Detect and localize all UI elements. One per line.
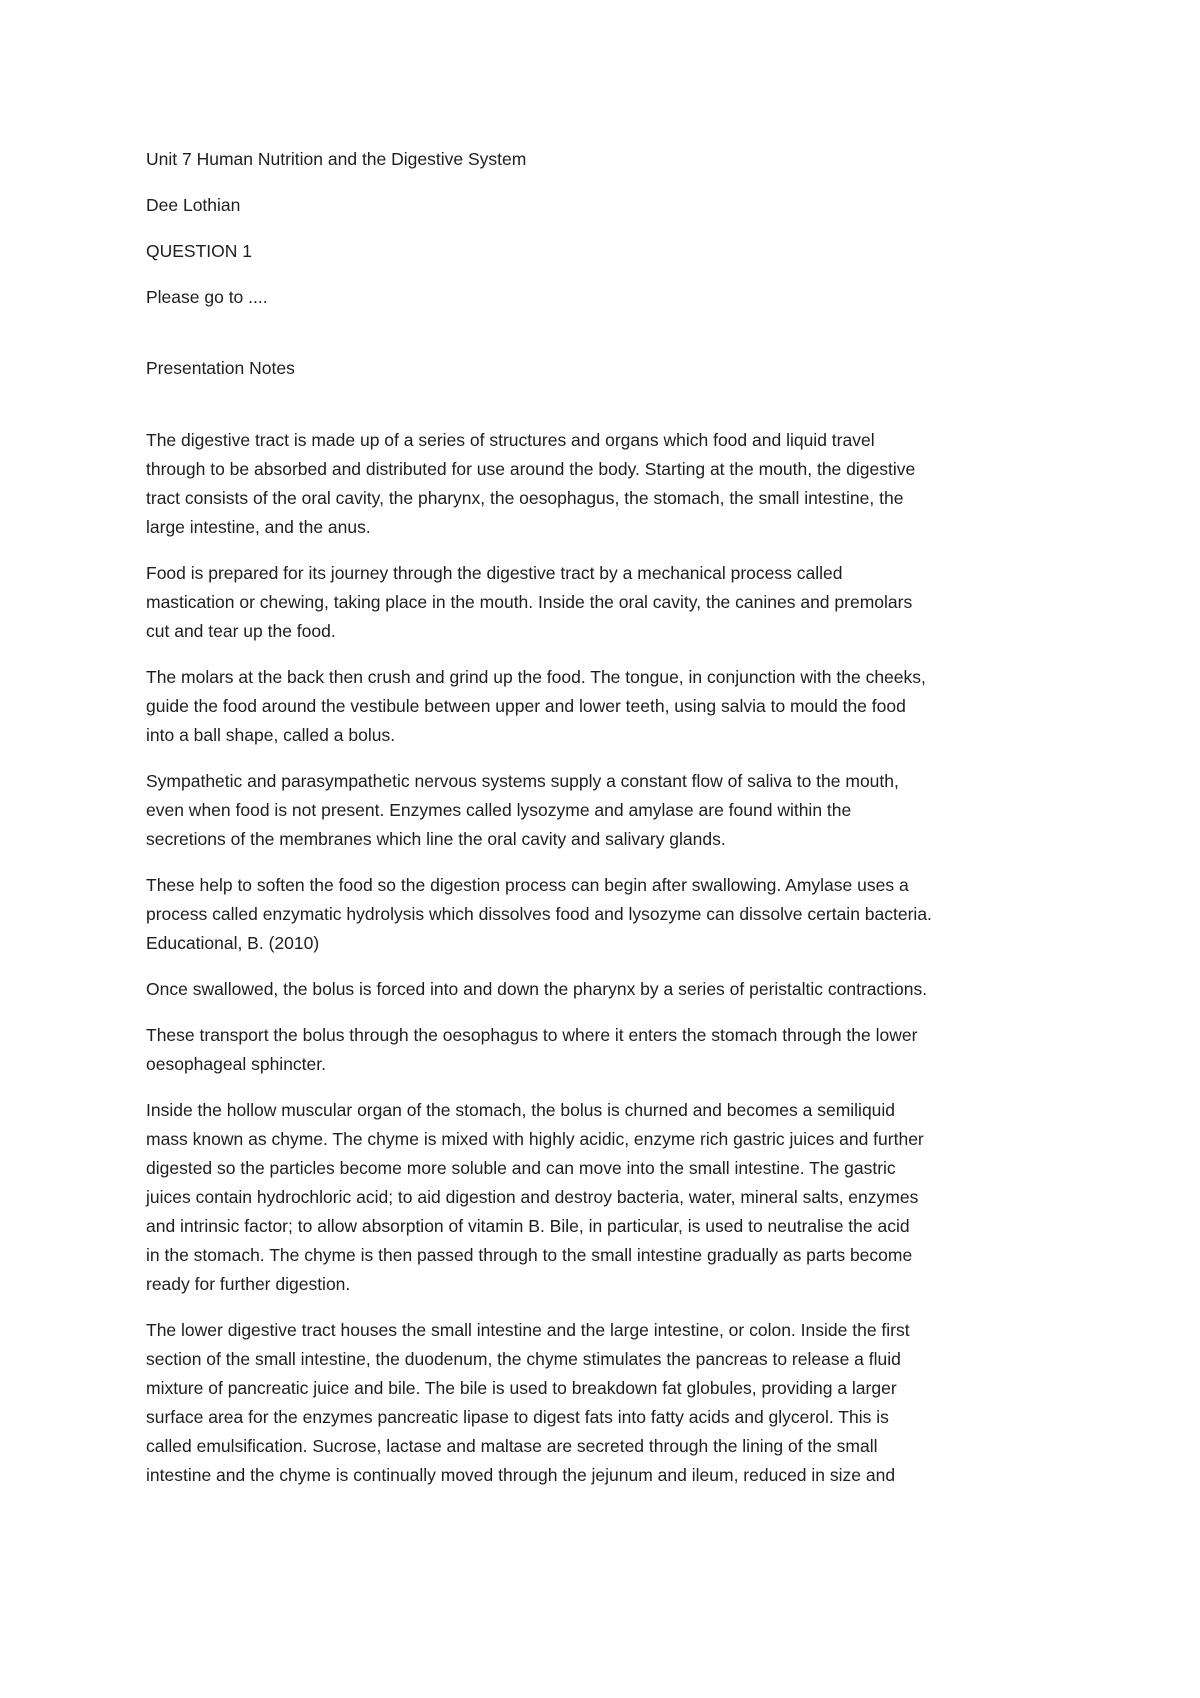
paragraph <box>146 1316 1046 1490</box>
paragraph-line: juices contain hydrochloric acid; to aid digestion and destroy bacteria, water, mineral salts, enzymes <box>146 1187 919 1207</box>
paragraph <box>146 1096 1046 1299</box>
paragraph-line: The molars at the back then crush and grind up the food. The tongue, in conjunction with the cheeks, <box>146 667 926 687</box>
paragraph-line: digested so the particles become more soluble and can move into the small intestine. The gastric <box>146 1158 896 1178</box>
paragraph-line: in the stomach. The chyme is then passed through to the small intestine gradually as parts become <box>146 1245 913 1265</box>
paragraph-line: The digestive tract is made up of a series of structures and organs which food and liquid travel <box>146 430 875 450</box>
section-heading: Presentation Notes <box>146 358 295 378</box>
paragraph-line: intestine and the chyme is continually moved through the jejunum and ileum, reduced in size and <box>146 1465 896 1485</box>
paragraph <box>146 871 1046 958</box>
paragraph-line: section of the small intestine, the duodenum, the chyme stimulates the pancreas to release a fluid <box>146 1349 901 1369</box>
paragraph-line: through to be absorbed and distributed for use around the body. Starting at the mouth, the digestive <box>146 459 916 479</box>
paragraph-line: oesophageal sphincter. <box>146 1054 326 1074</box>
paragraph-list <box>146 426 1046 1490</box>
paragraph-line: cut and tear up the food. <box>146 621 336 641</box>
paragraph-line: These help to soften the food so the digestion process can begin after swallowing. Amylase uses a <box>146 875 909 895</box>
paragraph-line: even when food is not present. Enzymes called lysozyme and amylase are found within the <box>146 800 852 820</box>
paragraph-line: Food is prepared for its journey through the digestive tract by a mechanical process called <box>146 563 843 583</box>
paragraph-line: These transport the bolus through the oesophagus to where it enters the stomach through the lower <box>146 1025 918 1045</box>
paragraph-line: Once swallowed, the bolus is forced into and down the pharynx by a series of peristaltic contractions. <box>146 979 928 999</box>
paragraph-line: mass known as chyme. The chyme is mixed with highly acidic, enzyme rich gastric juices and further <box>146 1129 924 1149</box>
paragraph-line: Sympathetic and parasympathetic nervous systems supply a constant flow of saliva to the mouth, <box>146 771 899 791</box>
paragraph-line: called emulsification. Sucrose, lactase and maltase are secreted through the lining of the small <box>146 1436 878 1456</box>
instruction-text: Please go to .... <box>146 287 268 307</box>
paragraph <box>146 663 1046 750</box>
paragraph-line: surface area for the enzymes pancreatic lipase to digest fats into fatty acids and glycerol. This is <box>146 1407 889 1427</box>
author-name: Dee Lothian <box>146 195 241 215</box>
question-label: QUESTION 1 <box>146 241 252 261</box>
paragraph-line: secretions of the membranes which line the oral cavity and salivary glands. <box>146 829 726 849</box>
paragraph-line: Educational, B. (2010) <box>146 933 320 953</box>
paragraph-line: and intrinsic factor; to allow absorption of vitamin B. Bile, in particular, is used to neutralise the acid <box>146 1216 910 1236</box>
paragraph-line: mixture of pancreatic juice and bile. The bile is used to breakdown fat globules, providing a larger <box>146 1378 897 1398</box>
spacer <box>146 312 1046 354</box>
paragraph <box>146 1021 1046 1079</box>
paragraph-line: The lower digestive tract houses the small intestine and the large intestine, or colon. Inside the first <box>146 1320 910 1340</box>
paragraph-line: large intestine, and the anus. <box>146 517 371 537</box>
paragraph-line: tract consists of the oral cavity, the pharynx, the oesophagus, the stomach, the small intestine, the <box>146 488 904 508</box>
paragraph <box>146 559 1046 646</box>
paragraph <box>146 975 1046 1004</box>
paragraph-line: mastication or chewing, taking place in the mouth. Inside the oral cavity, the canines and premolars <box>146 592 913 612</box>
paragraph-line: guide the food around the vestibule between upper and lower teeth, using salvia to mould the food <box>146 696 906 716</box>
paragraph-line: into a ball shape, called a bolus. <box>146 725 396 745</box>
paragraph <box>146 426 1046 542</box>
spacer <box>146 383 1046 426</box>
paragraph-line: ready for further digestion. <box>146 1274 351 1294</box>
document-title: Unit 7 Human Nutrition and the Digestive System <box>146 149 527 169</box>
paragraph-line: process called enzymatic hydrolysis which dissolves food and lysozyme can dissolve certain bacteria. <box>146 904 932 924</box>
document-body <box>146 145 1046 1507</box>
paragraph-line: Inside the hollow muscular organ of the stomach, the bolus is churned and becomes a semiliquid <box>146 1100 896 1120</box>
paragraph <box>146 767 1046 854</box>
